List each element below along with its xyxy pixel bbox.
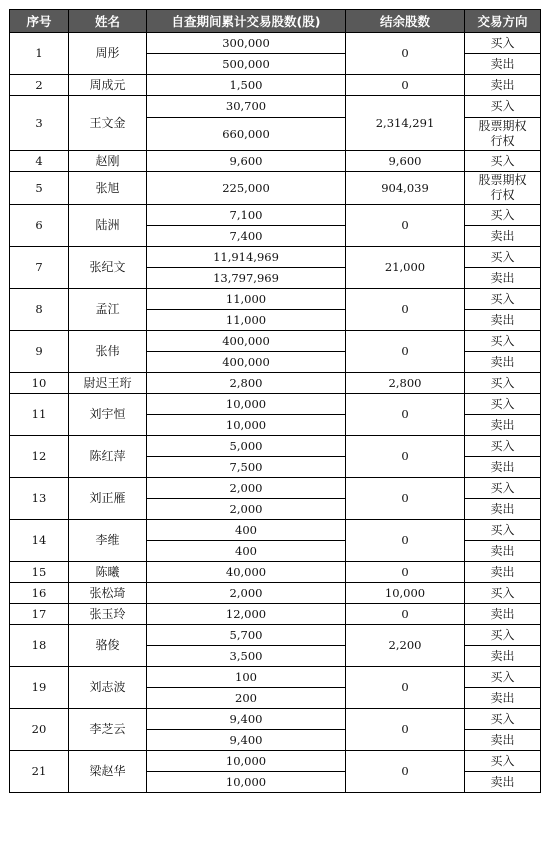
person-name: 周彤 (69, 33, 147, 75)
traded-shares: 200 (147, 688, 346, 709)
row-index: 20 (10, 709, 69, 751)
person-name: 张松琦 (69, 583, 147, 604)
traded-shares: 10,000 (147, 415, 346, 436)
traded-shares: 7,500 (147, 457, 346, 478)
person-name: 骆俊 (69, 625, 147, 667)
traded-shares: 13,797,969 (147, 268, 346, 289)
trade-direction: 股票期权行权 (465, 118, 541, 151)
row-index: 14 (10, 520, 69, 562)
trade-direction: 买入 (465, 289, 541, 310)
traded-shares: 400 (147, 520, 346, 541)
trade-direction: 卖出 (465, 457, 541, 478)
table-row (10, 205, 541, 226)
trade-direction: 买入 (465, 520, 541, 541)
row-index: 12 (10, 436, 69, 478)
table-row (10, 604, 541, 625)
traded-shares: 10,000 (147, 751, 346, 772)
person-name: 陈曦 (69, 562, 147, 583)
trade-direction: 买入 (465, 331, 541, 352)
balance-shares: 10,000 (346, 583, 465, 604)
traded-shares: 9,400 (147, 730, 346, 751)
row-index: 15 (10, 562, 69, 583)
table-row (10, 520, 541, 541)
balance-shares: 0 (346, 331, 465, 373)
table-row (10, 751, 541, 772)
traded-shares: 400 (147, 541, 346, 562)
trade-direction: 卖出 (465, 75, 541, 96)
balance-shares: 0 (346, 604, 465, 625)
traded-shares: 500,000 (147, 54, 346, 75)
row-index: 19 (10, 667, 69, 709)
person-name: 王文金 (69, 96, 147, 151)
trade-direction: 买入 (465, 96, 541, 118)
header-row (10, 10, 541, 33)
traded-shares: 10,000 (147, 394, 346, 415)
person-name: 张纪文 (69, 247, 147, 289)
person-name: 孟江 (69, 289, 147, 331)
traded-shares: 9,600 (147, 151, 346, 172)
table-row (10, 331, 541, 352)
row-index: 1 (10, 33, 69, 75)
person-name: 尉迟王珩 (69, 373, 147, 394)
trade-direction: 卖出 (465, 54, 541, 75)
table-row (10, 172, 541, 205)
balance-shares: 0 (346, 75, 465, 96)
balance-shares: 2,800 (346, 373, 465, 394)
document-page (9, 9, 541, 793)
trade-direction: 卖出 (465, 562, 541, 583)
traded-shares: 400,000 (147, 331, 346, 352)
trade-direction: 买入 (465, 478, 541, 499)
person-name: 李芝云 (69, 709, 147, 751)
table-row (10, 151, 541, 172)
row-index: 9 (10, 331, 69, 373)
traded-shares: 100 (147, 667, 346, 688)
table-row (10, 562, 541, 583)
trade-direction: 卖出 (465, 499, 541, 520)
person-name: 赵刚 (69, 151, 147, 172)
balance-shares: 9,600 (346, 151, 465, 172)
traded-shares: 11,000 (147, 289, 346, 310)
traded-shares: 400,000 (147, 352, 346, 373)
trade-direction: 买入 (465, 751, 541, 772)
trade-direction: 卖出 (465, 226, 541, 247)
traded-shares: 7,100 (147, 205, 346, 226)
table-row (10, 75, 541, 96)
traded-shares: 300,000 (147, 33, 346, 54)
row-index: 17 (10, 604, 69, 625)
traded-shares: 3,500 (147, 646, 346, 667)
table-row (10, 478, 541, 499)
trade-direction: 卖出 (465, 268, 541, 289)
row-index: 3 (10, 96, 69, 151)
trade-direction: 买入 (465, 373, 541, 394)
trade-direction: 买入 (465, 151, 541, 172)
balance-shares: 0 (346, 709, 465, 751)
trade-direction: 卖出 (465, 772, 541, 793)
person-name: 张伟 (69, 331, 147, 373)
balance-shares: 0 (346, 33, 465, 75)
trade-direction: 买入 (465, 394, 541, 415)
person-name: 陈红萍 (69, 436, 147, 478)
balance-shares: 904,039 (346, 172, 465, 205)
table-row (10, 33, 541, 54)
person-name: 李维 (69, 520, 147, 562)
traded-shares: 1,500 (147, 75, 346, 96)
row-index: 6 (10, 205, 69, 247)
balance-shares: 0 (346, 520, 465, 562)
trade-direction: 卖出 (465, 541, 541, 562)
trade-direction: 卖出 (465, 646, 541, 667)
row-index: 2 (10, 75, 69, 96)
table-row (10, 667, 541, 688)
trade-direction: 买入 (465, 667, 541, 688)
header-balance-shares: 结余股数 (346, 10, 465, 33)
person-name: 刘志波 (69, 667, 147, 709)
trade-direction: 买入 (465, 33, 541, 54)
balance-shares: 0 (346, 394, 465, 436)
trade-direction: 买入 (465, 583, 541, 604)
header-name: 姓名 (69, 10, 147, 33)
table-row (10, 373, 541, 394)
balance-shares: 0 (346, 562, 465, 583)
traded-shares: 11,914,969 (147, 247, 346, 268)
table-body (10, 33, 541, 793)
trade-direction: 卖出 (465, 604, 541, 625)
balance-shares: 0 (346, 289, 465, 331)
traded-shares: 7,400 (147, 226, 346, 247)
trade-direction: 股票期权行权 (465, 172, 541, 205)
traded-shares: 2,000 (147, 583, 346, 604)
trade-direction: 买入 (465, 436, 541, 457)
row-index: 18 (10, 625, 69, 667)
trade-direction: 卖出 (465, 310, 541, 331)
table-row (10, 394, 541, 415)
traded-shares: 2,800 (147, 373, 346, 394)
trade-direction: 卖出 (465, 352, 541, 373)
traded-shares: 30,700 (147, 96, 346, 118)
table-row (10, 289, 541, 310)
header-index: 序号 (10, 10, 69, 33)
header-trade-direction: 交易方向 (465, 10, 541, 33)
traded-shares: 225,000 (147, 172, 346, 205)
row-index: 13 (10, 478, 69, 520)
balance-shares: 0 (346, 205, 465, 247)
traded-shares: 9,400 (147, 709, 346, 730)
person-name: 陆洲 (69, 205, 147, 247)
table-row (10, 583, 541, 604)
balance-shares: 0 (346, 667, 465, 709)
traded-shares: 660,000 (147, 118, 346, 151)
table-header (10, 10, 541, 33)
traded-shares: 12,000 (147, 604, 346, 625)
table-row (10, 247, 541, 268)
row-index: 10 (10, 373, 69, 394)
trade-direction: 买入 (465, 625, 541, 646)
person-name: 刘宇恒 (69, 394, 147, 436)
row-index: 8 (10, 289, 69, 331)
row-index: 4 (10, 151, 69, 172)
trade-direction: 卖出 (465, 415, 541, 436)
row-index: 21 (10, 751, 69, 793)
balance-shares: 0 (346, 478, 465, 520)
person-name: 周成元 (69, 75, 147, 96)
header-traded-shares: 自查期间累计交易股数(股) (147, 10, 346, 33)
traded-shares: 40,000 (147, 562, 346, 583)
row-index: 16 (10, 583, 69, 604)
row-index: 11 (10, 394, 69, 436)
traded-shares: 10,000 (147, 772, 346, 793)
balance-shares: 2,314,291 (346, 96, 465, 151)
traded-shares: 2,000 (147, 478, 346, 499)
person-name: 梁赵华 (69, 751, 147, 793)
traded-shares: 5,700 (147, 625, 346, 646)
balance-shares: 0 (346, 436, 465, 478)
trade-direction: 卖出 (465, 688, 541, 709)
person-name: 刘正雁 (69, 478, 147, 520)
table-row (10, 709, 541, 730)
trade-direction: 卖出 (465, 730, 541, 751)
row-index: 7 (10, 247, 69, 289)
person-name: 张旭 (69, 172, 147, 205)
trade-direction: 买入 (465, 247, 541, 268)
balance-shares: 0 (346, 751, 465, 793)
traded-shares: 2,000 (147, 499, 346, 520)
balance-shares: 21,000 (346, 247, 465, 289)
balance-shares: 2,200 (346, 625, 465, 667)
traded-shares: 5,000 (147, 436, 346, 457)
table-row (10, 436, 541, 457)
person-name: 张玉玲 (69, 604, 147, 625)
trade-direction: 买入 (465, 709, 541, 730)
insider-trading-table (9, 9, 541, 793)
table-row (10, 96, 541, 118)
table-row (10, 625, 541, 646)
trade-direction: 买入 (465, 205, 541, 226)
traded-shares: 11,000 (147, 310, 346, 331)
row-index: 5 (10, 172, 69, 205)
